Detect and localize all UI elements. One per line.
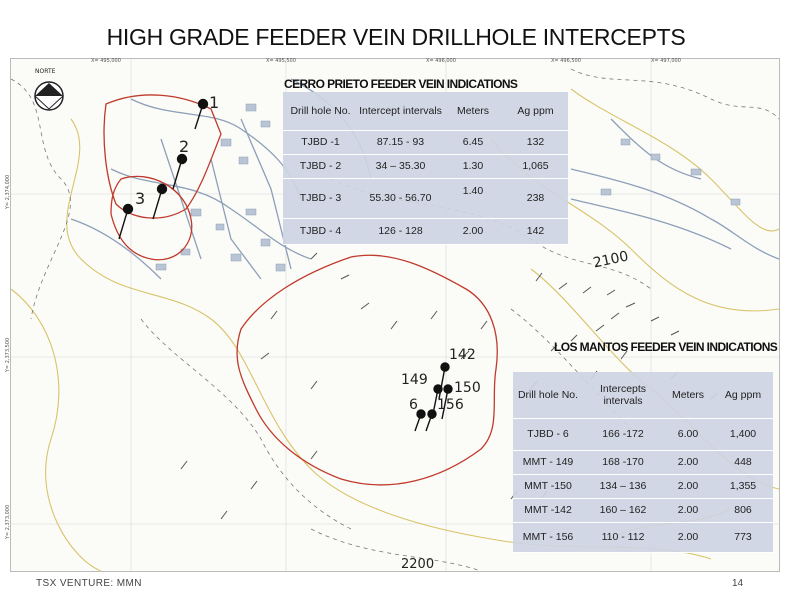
hole-label: 149 bbox=[401, 372, 428, 388]
los-mantos-title: LOS MANTOS FEEDER VEIN INDICATIONS bbox=[554, 340, 778, 354]
grid-tick: Y= 2,373,500 bbox=[5, 337, 12, 373]
hole-label: 142 bbox=[449, 347, 476, 363]
cell: MMT -150 bbox=[513, 474, 583, 498]
cell: 1.30 bbox=[443, 154, 503, 178]
table-row bbox=[283, 178, 568, 218]
table-row bbox=[283, 218, 568, 244]
grid-tick: X= 496,000 bbox=[426, 58, 456, 64]
table-row bbox=[513, 498, 773, 522]
hole-label: 2 bbox=[179, 137, 190, 156]
contour-label: 2200 bbox=[401, 557, 435, 572]
grid-tick: Y= 2,373,000 bbox=[5, 504, 12, 540]
hole-label: 3 bbox=[135, 189, 146, 208]
los-mantos-table bbox=[513, 372, 773, 553]
column-header: Ag ppm bbox=[713, 372, 773, 418]
cell: 110 - 112 bbox=[583, 522, 663, 552]
cell: 55.30 - 56.70 bbox=[358, 178, 443, 218]
hole-label: 1 bbox=[209, 93, 220, 112]
table-row bbox=[283, 130, 568, 154]
hole-label: 150 bbox=[454, 380, 481, 396]
cell: TJBD - 4 bbox=[283, 218, 358, 244]
column-header: Drill hole No. bbox=[283, 92, 358, 130]
cell: 6.45 bbox=[443, 130, 503, 154]
cell: TJBD - 6 bbox=[513, 418, 583, 450]
cell: 168 -170 bbox=[583, 450, 663, 474]
cell: 1,400 bbox=[713, 418, 773, 450]
column-header: Intercept intervals bbox=[358, 92, 443, 130]
cell: 773 bbox=[713, 522, 773, 552]
cell: 126 - 128 bbox=[358, 218, 443, 244]
cell: 2.00 bbox=[663, 474, 713, 498]
column-header: Meters bbox=[443, 92, 503, 130]
cerro-prieto-table bbox=[283, 92, 568, 245]
cell: MMT -142 bbox=[513, 498, 583, 522]
column-header: Meters bbox=[663, 372, 713, 418]
table-row bbox=[513, 474, 773, 498]
north-arrow-icon bbox=[35, 82, 63, 110]
cell: 1,065 bbox=[503, 154, 568, 178]
contour-label: 2100 bbox=[591, 248, 630, 272]
cell: 6.00 bbox=[663, 418, 713, 450]
footer-ticker: TSX VENTURE: MMN bbox=[36, 578, 142, 589]
hole-label: 156 bbox=[437, 397, 464, 413]
column-header: Intercepts intervals bbox=[583, 372, 663, 418]
grid-tick: Y= 2,374,000 bbox=[5, 174, 12, 210]
cell: TJBD - 3 bbox=[283, 178, 358, 218]
cell: 1,355 bbox=[713, 474, 773, 498]
grid-tick: X= 496,500 bbox=[551, 58, 581, 64]
cell: 1.40 bbox=[443, 178, 503, 218]
grid-tick: X= 497,000 bbox=[651, 58, 681, 64]
cell: 142 bbox=[503, 218, 568, 244]
cell: 238 bbox=[503, 178, 568, 218]
slide-title: HIGH GRADE FEEDER VEIN DRILLHOLE INTERCEPTS bbox=[106, 24, 686, 50]
cell: 134 – 136 bbox=[583, 474, 663, 498]
cell: TJBD - 2 bbox=[283, 154, 358, 178]
cell: 166 -172 bbox=[583, 418, 663, 450]
drillholes-cerro-prieto bbox=[119, 100, 208, 240]
cell: 87.15 - 93 bbox=[358, 130, 443, 154]
cell: 2.00 bbox=[663, 498, 713, 522]
table-row bbox=[513, 418, 773, 450]
cell: 2.00 bbox=[663, 450, 713, 474]
hole-label: 6 bbox=[409, 397, 418, 413]
cell: 132 bbox=[503, 130, 568, 154]
cell: MMT - 156 bbox=[513, 522, 583, 552]
table-row bbox=[513, 450, 773, 474]
cell: 448 bbox=[713, 450, 773, 474]
cell: TJBD -1 bbox=[283, 130, 358, 154]
grid-tick: X= 495,500 bbox=[266, 58, 296, 64]
table-row bbox=[283, 154, 568, 178]
cerro-prieto-title: CERRO PRIETO FEEDER VEIN INDICATIONS bbox=[284, 77, 518, 91]
table-row bbox=[513, 522, 773, 552]
cell: 34 – 35.30 bbox=[358, 154, 443, 178]
cell: 2.00 bbox=[443, 218, 503, 244]
north-label: NORTE bbox=[35, 68, 56, 75]
column-header: Ag ppm bbox=[503, 92, 568, 130]
cell: 2.00 bbox=[663, 522, 713, 552]
cell: 160 – 162 bbox=[583, 498, 663, 522]
page-number: 14 bbox=[732, 578, 744, 589]
column-header: Drill hole No. bbox=[513, 372, 583, 418]
grid-tick: X= 495,000 bbox=[91, 58, 121, 64]
cell: 806 bbox=[713, 498, 773, 522]
cell: MMT - 149 bbox=[513, 450, 583, 474]
